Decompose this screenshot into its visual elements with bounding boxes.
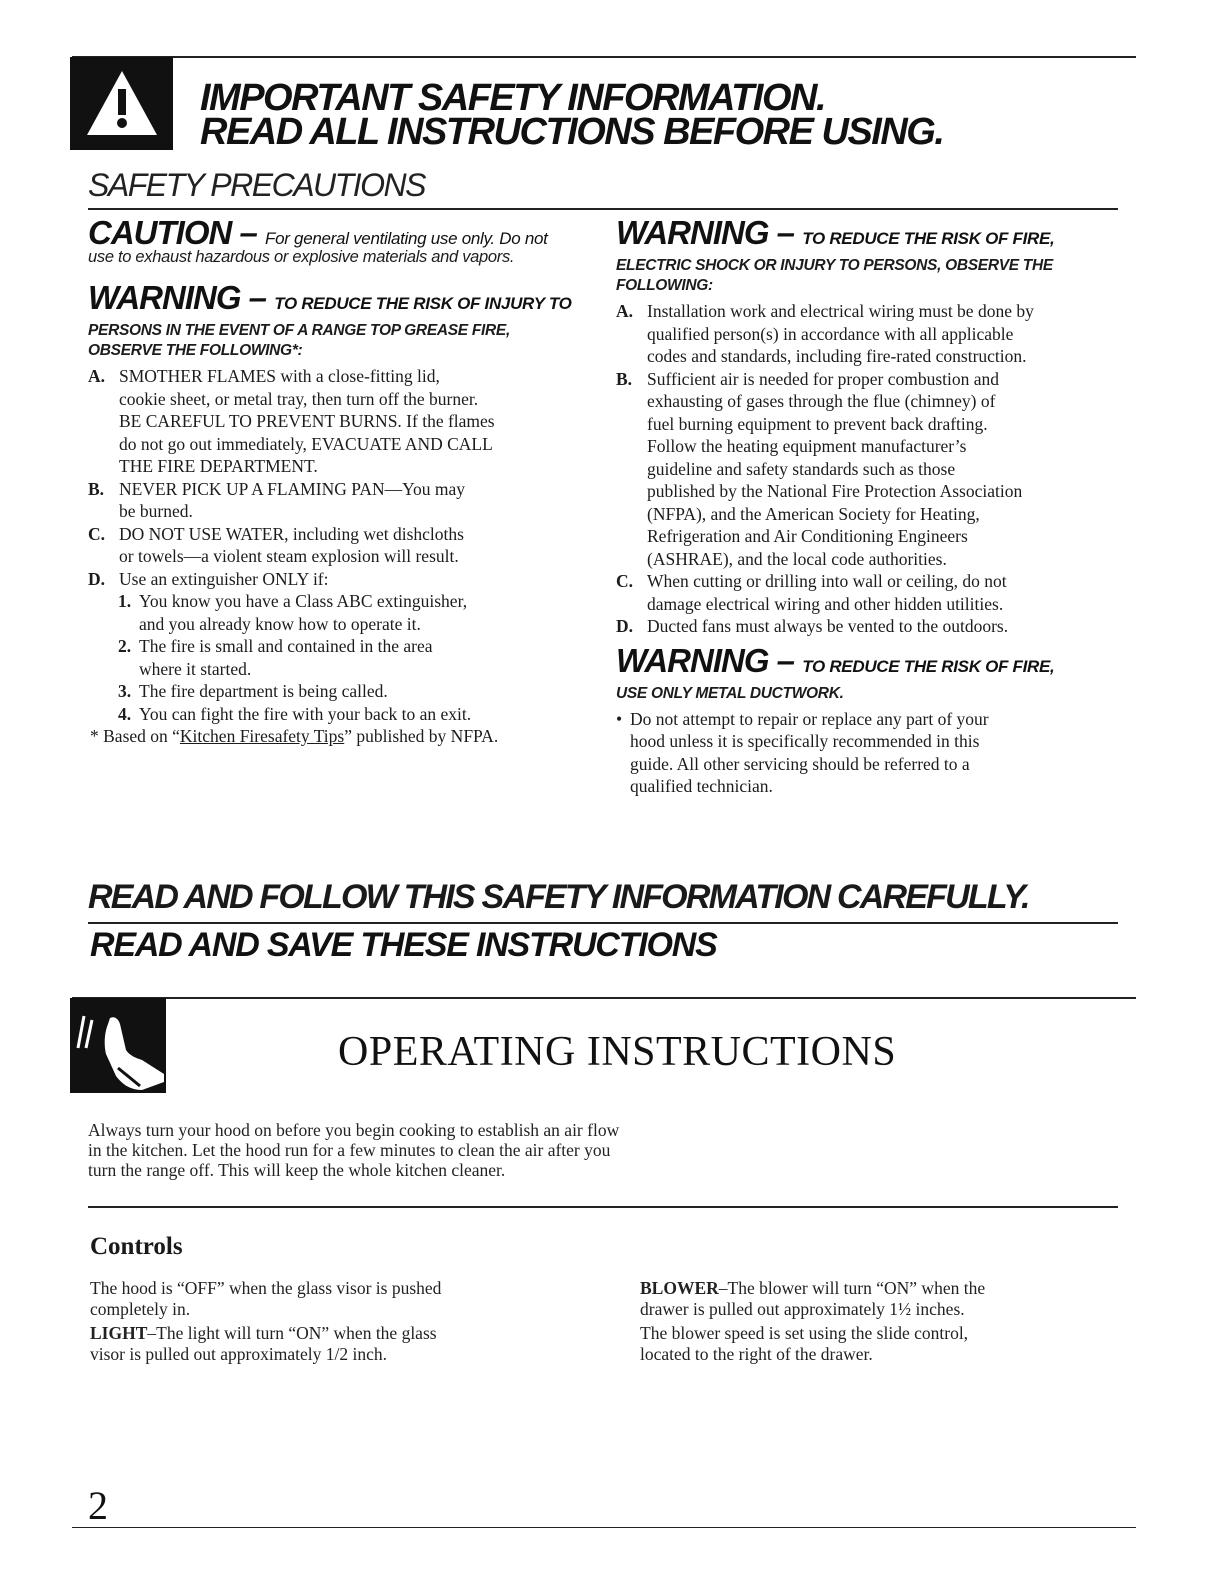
warning-fire-lead: TO REDUCE THE RISK OF INJURY TO [274,294,572,313]
list-item [88,523,598,568]
item-line: qualified technician. [630,776,773,796]
item-line: You know you have a Class ABC extinguisher, [139,591,468,611]
read-save-heading: READ AND SAVE THESE INSTRUCTIONS [90,926,717,964]
item-line: or towels—a violent steam explosion will result. [119,546,459,566]
sub-list-item [88,590,598,635]
controls-rule [88,1206,1118,1208]
warning-electric-line2: ELECTRIC SHOCK OR INJURY TO PERSONS, OBSERVE THE [616,257,1053,274]
intro-line: turn the range off. This will keep the whole kitchen cleaner. [88,1160,506,1180]
warning-fire-dash: – [240,279,275,316]
item-marker: 1. [118,591,132,611]
warning-duct-label: WARNING [616,641,769,679]
item-line: exhausting of gases through the flue (chimney) of [647,391,996,411]
item-marker: D. [616,616,634,636]
list-item [616,615,1126,638]
read-follow-rule [88,922,1118,924]
intro-line: in the kitchen. Let the hood run for a few minutes to clean the air after you [88,1140,611,1160]
controls-heading: Controls [90,1233,183,1260]
bottom-rule [72,1527,1136,1528]
para-line: The hood is “OFF” when the glass visor is pushed [90,1278,442,1298]
warning-fire-line3: OBSERVE THE FOLLOWING*: [88,342,303,359]
header-title-line2: READ ALL INSTRUCTIONS BEFORE USING. [200,111,944,153]
item-marker: 3. [118,681,132,701]
item-line: SMOTHER FLAMES with a close-fitting lid, [119,366,440,386]
item-line: fuel burning equipment to prevent back drafting. [647,413,988,434]
left-column [88,214,598,748]
item-line: where it started. [139,658,252,679]
item-line: Follow the heating equipment manufacturer’s [647,436,967,456]
para-line: drawer is pulled out approximately 1½ inches. [640,1298,965,1319]
item-line: NEVER PICK UP A FLAMING PAN—You may [119,478,466,499]
item-line: guideline and safety standards such as those [647,458,956,479]
item-line: You can fight the fire with your back to an exit. [139,703,472,724]
warning-electric-line3: FOLLOWING: [616,277,713,294]
fire-steps-list [88,365,598,748]
warning-duct-lead: TO REDUCE THE RISK OF FIRE, [802,656,1055,676]
warning-duct-line2: USE ONLY METAL DUCTWORK. [616,684,844,702]
top-rule [72,56,1136,58]
list-item [616,708,1126,798]
item-marker: B. [88,478,105,499]
item-line: published by the National Fire Protection Association [647,481,1023,501]
page-number: 2 [88,1483,108,1528]
caution-text-line1: For general ventilating use only. Do not [265,229,548,248]
sub-list-item [88,680,598,703]
item-line: (ASHRAE), and the local code authorities. [647,548,947,569]
bullet-marker: • [616,708,623,729]
list-item [616,570,1126,615]
header-title-line1: IMPORTANT SAFETY INFORMATION. [200,77,826,119]
para-line: –The blower will turn “ON” when the [718,1278,986,1298]
operating-rule [72,997,1136,999]
item-line: Installation work and electrical wiring must be done by [647,301,1034,321]
item-marker: A. [88,366,106,386]
intro-line: Always turn your hood on before you begin cooking to establish an air flow [88,1120,620,1140]
footnote [88,725,598,748]
para-line: The blower speed is set using the slide control, [640,1323,969,1343]
read-follow-heading: READ AND FOLLOW THIS SAFETY INFORMATION CAREFULLY. [88,878,1029,916]
item-line: Sufficient air is needed for proper combustion and [647,368,1000,389]
hood-off-paragraph [90,1278,560,1319]
item-line: (NFPA), and the American Society for Heating, [647,503,980,524]
light-label: LIGHT [90,1323,148,1343]
section-title: SAFETY PRECAUTIONS [88,167,425,203]
item-line: do not go out immediately, EVACUATE AND CALL [119,433,493,454]
item-line: The fire is small and contained in the area [139,636,433,656]
warning-box [70,57,173,150]
sub-list-item [88,635,598,680]
operating-icon-box [70,998,166,1093]
item-marker: A. [616,301,634,321]
item-marker: D. [88,568,106,589]
caution-dash: – [231,214,266,251]
para-line: visor is pulled out approximately 1/2 inch. [90,1343,387,1364]
blower-speed-paragraph [640,1323,1110,1364]
item-line: When cutting or drilling into wall or ceiling, do not [647,571,1007,591]
footnote-prefix: * Based on “ [90,726,180,746]
sub-list-item [88,703,598,726]
item-line: cookie sheet, or metal tray, then turn off the burner. [119,388,479,409]
item-line: THE FIRE DEPARTMENT. [119,456,318,476]
warning-fire-line2: PERSONS IN THE EVENT OF A RANGE TOP GREASE FIRE, [88,322,510,339]
blower-paragraph [640,1278,1110,1319]
item-marker: 4. [118,703,132,724]
list-item [616,300,1126,368]
light-paragraph [90,1323,560,1364]
item-line: BE CAREFUL TO PREVENT BURNS. If the flames [119,411,495,431]
item-line: hood unless it is specifically recommended in this [630,731,980,751]
operating-intro [88,1120,788,1180]
list-item [88,568,598,591]
footnote-suffix: ” published by NFPA. [344,726,499,746]
warning-electric-lead: TO REDUCE THE RISK OF FIRE, [802,229,1055,248]
list-item [88,365,598,478]
right-column [616,214,1126,798]
para-line: located to the right of the drawer. [640,1343,873,1364]
item-line: The fire department is being called. [139,681,388,701]
item-line: Ducted fans must always be vented to the outdoors. [647,616,1009,636]
warning-electric-label: WARNING [616,214,769,251]
item-line: guide. All other servicing should be referred to a [630,753,970,774]
item-line: Do not attempt to repair or replace any part of your [630,708,989,729]
item-line: damage electrical wiring and other hidden utilities. [647,593,1004,614]
item-marker: 2. [118,636,132,656]
warning-electric-heading [616,214,1126,258]
list-item [616,368,1126,571]
warning-fire-label: WARNING [88,279,241,316]
list-item [88,478,598,523]
caution-label: CAUTION [88,214,232,251]
item-line: codes and standards, including fire-rated construction. [647,346,1027,366]
electric-steps-list [616,300,1126,638]
warning-fire-heading [88,279,598,323]
operating-title: OPERATING INSTRUCTIONS [338,1029,897,1075]
warning-duct-dash: – [768,641,803,679]
item-marker: B. [616,368,633,389]
item-line: Refrigeration and Air Conditioning Engineers [647,526,968,546]
footnote-source-link[interactable]: Kitchen Firesafety Tips [179,726,345,746]
blower-label: BLOWER [640,1278,719,1298]
controls-left-column [90,1278,560,1368]
caution-text-line2: use to exhaust hazardous or explosive materials and vapors. [88,248,515,266]
controls-right-column [640,1278,1110,1368]
item-marker: C. [88,523,106,544]
section-rule [88,208,1118,210]
item-marker: C. [616,571,634,591]
item-line: be burned. [119,501,193,521]
item-line: Use an extinguisher ONLY if: [119,568,329,589]
item-line: DO NOT USE WATER, including wet dishcloths [119,523,464,544]
para-line: completely in. [90,1298,191,1319]
warning-duct-heading [616,642,1126,686]
item-line: and you already know how to operate it. [139,613,421,634]
item-line: qualified person(s) in accordance with all applicable [647,323,1014,344]
para-line: –The light will turn “ON” when the glass [147,1323,437,1343]
warning-electric-dash: – [768,214,803,251]
